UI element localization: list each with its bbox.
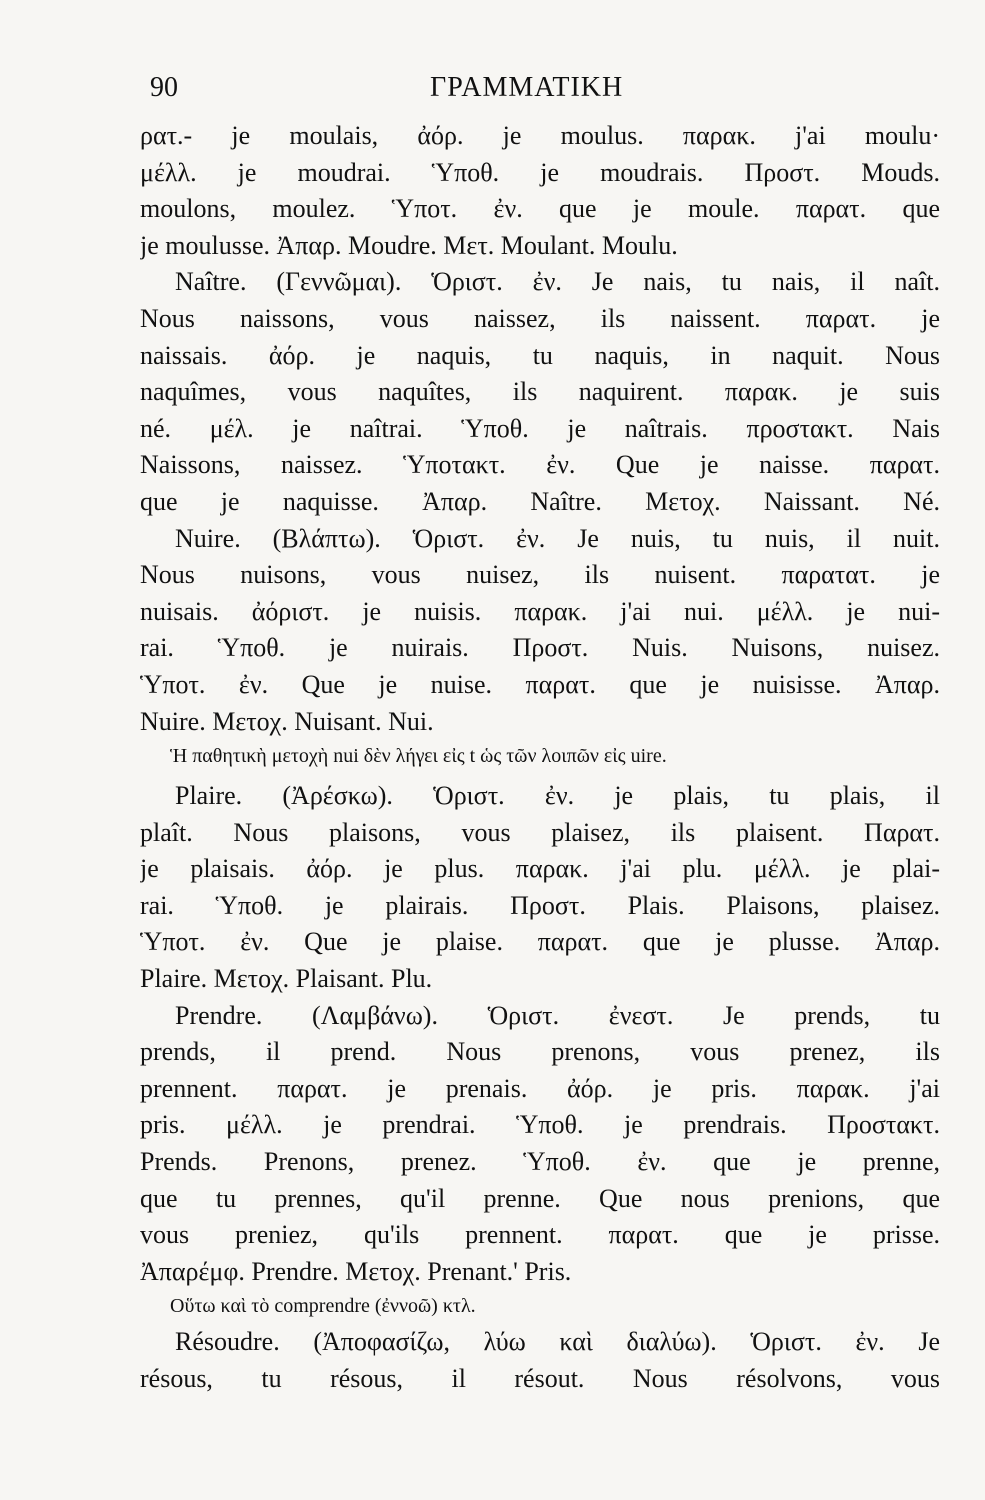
text-line: Nuire. Μετοχ. Nuisant. Nui. (140, 706, 434, 736)
footnote-nuire: Ἡ παθητικὴ μετοχὴ nui δὲν λήγει εἰς t ὡς τῶν λοιπῶν εἰς uire. (170, 745, 667, 768)
text-line: naissais. ἀόρ. je naquis, tu naquis, in naquit. Nous (140, 340, 940, 370)
text-line: je moulusse. Ἀπαρ. Moudre. Μετ. Moulant. Moulu. (140, 230, 678, 260)
text-line: Prends. Prenons, prenez. Ὑποθ. ἐν. que je prenne, (140, 1147, 940, 1177)
text-line: né. μέλ. je naîtrai. Ὑποθ. je naîtrais. προστακτ. Nais (140, 413, 940, 443)
text-line: que je naquisse. Ἀπαρ. Naître. Μετοχ. Naissant. Né. (140, 486, 940, 516)
text-line: Nous nuisons, vous nuisez, ils nuisent. παρατατ. je (140, 560, 940, 590)
footnote-prendre: Οὕτω καὶ τὸ comprendre (ἐννοῶ) κτλ. (170, 1295, 476, 1318)
text-line: vous preniez, qu'ils prennent. παρατ. que je prisse. (140, 1220, 940, 1250)
body-text (140, 118, 940, 1398)
text-line: μέλλ. je moudrai. Ὑποθ. je moudrais. Προστ. Mouds. (140, 157, 940, 187)
text-line: prennent. παρατ. je prenais. ἀόρ. je pris. παρακ. j'ai (140, 1073, 940, 1103)
text-line: plaît. Nous plaisons, vous plaisez, ils plaisent. Παρατ. (140, 817, 940, 847)
text-line: pris. μέλλ. je prendrai. Ὑποθ. je prendrais. Προστακτ. (140, 1110, 940, 1140)
text-line: ρατ.- je moulais, ἀόρ. je moulus. παρακ. j'ai moulu· (140, 121, 940, 150)
entry-resoudre-start: Résoudre. (Ἀποφασίζω, λύω καὶ διαλύω). Ὁριστ. ἐν. Je (175, 1327, 940, 1357)
text-line: résous, tu résous, il résout. Nous résolvons, vous (140, 1364, 940, 1393)
entry-naitre-start: Naître. (Γεννῶμαι). Ὁριστ. ἐν. Je nais, tu nais, il naît. (175, 267, 940, 297)
text-line: Nous naissons, vous naissez, ils naissent. παρατ. je (140, 303, 940, 333)
text-line: Ὑποτ. ἐν. Que je nuise. παρατ. que je nuisisse. Ἀπαρ. (140, 669, 940, 699)
text-line: naquîmes, vous naquîtes, ils naquirent. παρακ. je suis (140, 377, 940, 407)
page-header (150, 72, 910, 112)
text-line: que tu prennes, qu'il prenne. Que nous prenions, que (140, 1183, 940, 1213)
text-line: rai. Ὑποθ. je nuirais. Προστ. Nuis. Nuisons, nuisez. (140, 633, 940, 663)
entry-nuire-start: Nuire. (Βλάπτω). Ὁριστ. ἐν. Je nuis, tu nuis, il nuit. (175, 523, 940, 553)
text-line: Ἀπαρέμφ. Prendre. Μετοχ. Prenant.' Pris. (140, 1256, 572, 1286)
text-line: nuisais. ἀόριστ. je nuisis. παρακ. j'ai nui. μέλλ. je nui- (140, 596, 940, 626)
entry-plaire-start: Plaire. (Ἀρέσκω). Ὁριστ. ἐν. je plais, tu plais, il (175, 781, 940, 811)
text-line: Plaire. Μετοχ. Plaisant. Plu. (140, 964, 433, 994)
text-line: rai. Ὑποθ. je plairais. Προστ. Plais. Plaisons, plaisez. (140, 890, 940, 920)
text-line: Naissons, naissez. Ὑποτακτ. ἐν. Que je naisse. παρατ. (140, 450, 940, 480)
entry-prendre-start: Prendre. (Λαμβάνω). Ὁριστ. ἐνεστ. Je prends, tu (175, 1000, 940, 1030)
text-line: je plaisais. ἀόρ. je plus. παρακ. j'ai plu. μέλλ. je plai- (140, 854, 940, 884)
running-title: ΓΡΑΜΜΑΤΙΚΗ (430, 72, 624, 103)
text-line: Ὑποτ. ἐν. Que je plaise. παρατ. que je plusse. Ἀπαρ. (140, 927, 940, 957)
text-line: moulons, moulez. Ὑποτ. ἐν. que je moule. παρατ. que (140, 194, 940, 224)
text-line: prends, il prend. Nous prenons, vous prenez, ils (140, 1037, 940, 1067)
page-number: 90 (150, 72, 178, 103)
